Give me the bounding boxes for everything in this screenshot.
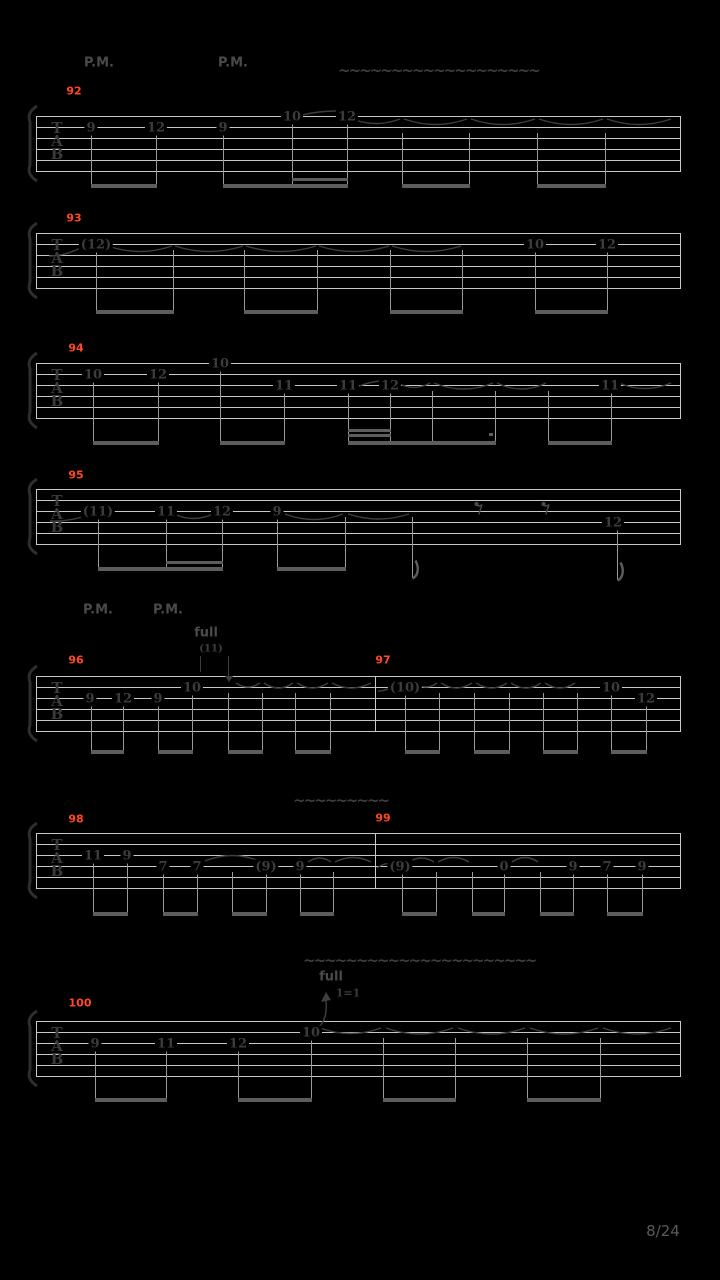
bend-full-label: full <box>319 969 343 985</box>
page-indicator: 8/24 <box>646 1222 680 1240</box>
tab-clef-letter: A <box>51 379 63 397</box>
stem <box>611 391 612 441</box>
fret-number: (11) <box>82 504 114 520</box>
stem <box>504 872 505 912</box>
measure-number: 98 <box>68 812 84 826</box>
stem <box>166 1049 167 1098</box>
bend-release-arrow <box>225 676 233 682</box>
beam <box>158 750 193 754</box>
staff-line <box>36 407 680 408</box>
tie-slur-arc <box>528 1025 600 1043</box>
tie-slur-arc <box>306 851 333 865</box>
stem <box>93 861 94 912</box>
stem <box>266 872 267 912</box>
barline <box>680 116 681 172</box>
stem <box>192 693 193 750</box>
staff-line <box>36 160 680 161</box>
measure-number: 95 <box>68 468 84 482</box>
stem <box>548 391 549 441</box>
fret-number: 12 <box>228 1036 248 1052</box>
beam <box>348 429 391 432</box>
stem <box>605 133 606 184</box>
stem <box>509 693 510 750</box>
tie-slur-arc <box>396 380 432 395</box>
beam <box>402 184 470 188</box>
stem <box>573 872 574 912</box>
tie-slur-arc <box>543 680 577 696</box>
fret-number: 12 <box>113 691 133 707</box>
tab-bracket <box>24 1009 40 1088</box>
beam <box>238 1098 312 1102</box>
stem <box>436 872 437 912</box>
tab-clef-letter: B <box>50 392 64 410</box>
stem <box>166 517 167 567</box>
stem <box>540 872 541 912</box>
staff-line <box>36 866 680 867</box>
tie-slur-arc <box>456 1025 527 1043</box>
staff-line <box>36 277 680 278</box>
beam <box>91 750 124 754</box>
tie-slur-arc <box>203 847 261 864</box>
beam <box>163 912 198 916</box>
tie-slur-arc <box>509 680 543 696</box>
palm-mute-label: P.M. <box>218 55 248 71</box>
beam <box>405 750 440 754</box>
fret-number: 10 <box>182 680 202 696</box>
tie-slur-arc <box>283 511 345 528</box>
beam <box>348 441 496 445</box>
fret-number: 9 <box>86 120 96 136</box>
fret-number: 7 <box>602 859 612 875</box>
stem <box>607 872 608 912</box>
beam <box>277 567 346 571</box>
staff-line <box>36 363 680 364</box>
beam <box>390 310 463 314</box>
staff-line <box>36 844 680 845</box>
beam <box>543 750 578 754</box>
measure-number: 100 <box>68 996 92 1010</box>
eighth-rest-icon <box>474 501 483 516</box>
staff-line <box>36 500 680 501</box>
fret-number: 7 <box>192 859 202 875</box>
tie-slur-arc <box>474 680 509 696</box>
tie-slur-arc <box>601 1025 673 1043</box>
stem <box>474 693 475 750</box>
beam <box>223 184 348 188</box>
fret-number: (9) <box>255 859 277 875</box>
beam <box>348 434 391 437</box>
stem <box>347 122 348 184</box>
staff-line <box>36 396 680 397</box>
tie-slur-arc <box>384 1025 455 1043</box>
tab-clef-letter: T <box>51 836 63 854</box>
tab-clef-letter: A <box>51 1037 63 1055</box>
staff-line <box>36 489 680 490</box>
stem <box>405 693 406 750</box>
stem <box>611 693 612 750</box>
tie-slur-arc <box>346 511 411 527</box>
fret-number: 10 <box>601 680 621 696</box>
eighth-rest-icon <box>541 501 550 516</box>
stem <box>432 391 433 441</box>
staff-line <box>36 544 680 545</box>
fret-number: (10) <box>389 680 421 696</box>
stem <box>439 693 440 750</box>
palm-mute-label: P.M. <box>83 602 113 618</box>
stem <box>222 517 223 567</box>
staff-line <box>36 1065 680 1066</box>
note-flag <box>412 560 422 579</box>
tie-slur-arc <box>390 243 463 260</box>
barline <box>680 489 681 545</box>
fret-number: 9 <box>218 120 228 136</box>
beam <box>93 912 128 916</box>
fret-number: 11 <box>156 504 176 520</box>
stem <box>220 369 221 441</box>
beam <box>540 912 574 916</box>
tab-clef-letter: B <box>50 862 64 880</box>
tab-clef-letter: A <box>51 692 63 710</box>
tie-slur-arc <box>617 380 673 397</box>
tie-slur-arc <box>173 243 245 260</box>
staff-line <box>36 1076 680 1077</box>
staff-line <box>36 1054 680 1055</box>
tie-slur-arc <box>402 116 469 133</box>
fret-number: 10 <box>83 367 103 383</box>
fret-number: 12 <box>146 120 166 136</box>
stem <box>123 704 124 750</box>
tab-clef-letter: T <box>51 119 63 137</box>
fret-number: 0 <box>499 859 509 875</box>
stem <box>330 693 331 750</box>
palm-mute-label: P.M. <box>153 602 183 618</box>
barline <box>680 233 681 289</box>
beam <box>611 750 647 754</box>
stem <box>158 704 159 750</box>
fret-number: 10 <box>282 109 302 125</box>
stem <box>383 1038 384 1098</box>
tab-bracket <box>24 821 40 900</box>
staff-line <box>36 731 680 732</box>
stem <box>163 872 164 912</box>
stem <box>402 872 403 912</box>
tie-slur-arc <box>300 108 338 118</box>
tie-slur-arc <box>469 116 537 133</box>
stem <box>527 1038 528 1098</box>
augmentation-dot <box>489 433 493 436</box>
staff-line <box>36 676 680 677</box>
vibrato-squiggle: ~~~~~~~~~~~~~~~~~~~ <box>338 61 539 80</box>
staff-line <box>36 149 680 150</box>
stem <box>535 250 536 310</box>
fret-number: 9 <box>568 859 578 875</box>
note-flag <box>617 562 627 581</box>
staff-line <box>36 720 680 721</box>
tab-clef-letter: A <box>51 249 63 267</box>
fret-number: 12 <box>603 515 623 531</box>
stem <box>262 693 263 750</box>
tie-slur-arc <box>330 680 373 696</box>
bend-target-label: (11) <box>199 643 223 655</box>
fret-number: 9 <box>90 1036 100 1052</box>
bend-target-label: 1=1 <box>335 986 361 1000</box>
staff-line <box>36 374 680 375</box>
tie-slur-arc <box>333 850 373 865</box>
staff-line <box>36 877 680 878</box>
fret-number: 12 <box>337 109 357 125</box>
barline <box>680 833 681 889</box>
measure-number: 94 <box>68 341 84 355</box>
tie-slur-arc <box>605 116 673 133</box>
fret-number: 7 <box>158 859 168 875</box>
bend-release-line <box>228 656 229 676</box>
tab-clef-letter: B <box>50 705 64 723</box>
fret-number: 11 <box>274 378 294 394</box>
fret-number: 10 <box>301 1025 321 1041</box>
fret-number: 12 <box>148 367 168 383</box>
measure-number: 93 <box>66 211 82 225</box>
staff-line <box>36 833 680 834</box>
tab-clef-letter: T <box>51 492 63 510</box>
stem <box>277 517 278 567</box>
stem <box>537 133 538 184</box>
stem <box>238 1049 239 1098</box>
beam <box>300 912 334 916</box>
palm-mute-label: P.M. <box>84 55 114 71</box>
beam <box>166 561 223 564</box>
fret-number: 11 <box>156 1036 176 1052</box>
tie-slur-arc <box>439 680 474 696</box>
stem <box>197 872 198 912</box>
measure-number: 99 <box>375 811 391 825</box>
fret-number: (12) <box>80 237 112 253</box>
tab-clef-letter: T <box>51 1024 63 1042</box>
beam <box>93 441 159 445</box>
fret-number: 10 <box>525 237 545 253</box>
fret-number: 12 <box>380 378 400 394</box>
vibrato-squiggle: ~~~~~~~~~~~~~~~~~~~~~~ <box>303 951 536 970</box>
beam <box>244 310 318 314</box>
tie-slur-arc <box>262 680 295 696</box>
measure-number: 96 <box>68 653 84 667</box>
tab-bracket <box>24 664 40 743</box>
tab-clef-letter: B <box>50 518 64 536</box>
tie-slur-arc <box>172 511 215 526</box>
stem <box>469 133 470 184</box>
fret-number: 11 <box>600 378 620 394</box>
fret-number: 9 <box>85 691 95 707</box>
beam <box>607 912 643 916</box>
staff-line <box>36 138 680 139</box>
tie-slur-arc <box>106 243 174 260</box>
beam <box>474 750 510 754</box>
tie-slur-arc <box>234 680 262 694</box>
staff-line <box>36 233 680 234</box>
stem <box>295 693 296 750</box>
stem <box>91 704 92 750</box>
tie-slur-arc <box>495 380 548 398</box>
measure-number: 92 <box>66 84 82 98</box>
tie-slur-arc <box>317 243 391 260</box>
stem <box>543 693 544 750</box>
tab-bracket <box>24 477 40 556</box>
tab-clef-letter: A <box>51 849 63 867</box>
tab-clef-letter: B <box>50 262 64 280</box>
stem <box>95 1049 96 1098</box>
stem <box>646 704 647 750</box>
staff-line <box>36 418 680 419</box>
fret-number: 11 <box>83 848 103 864</box>
staff-line <box>36 266 680 267</box>
fret-number: 11 <box>338 378 358 394</box>
stem <box>91 133 92 184</box>
beam <box>537 184 606 188</box>
stem <box>495 391 496 441</box>
beam <box>472 912 505 916</box>
stem <box>311 1038 312 1098</box>
stem <box>402 133 403 184</box>
fret-number: 12 <box>636 691 656 707</box>
beam <box>383 1098 456 1102</box>
beam <box>220 441 285 445</box>
beam <box>228 750 263 754</box>
tab-bracket <box>24 351 40 430</box>
tab-clef-letter: B <box>50 1050 64 1068</box>
stem <box>228 693 229 750</box>
tie-slur-arc <box>432 380 495 398</box>
tab-bracket <box>24 221 40 300</box>
tie-slur-arc <box>537 116 605 133</box>
stem <box>232 872 233 912</box>
tab-clef-letter: A <box>51 132 63 150</box>
fret-number: 9 <box>272 504 282 520</box>
fret-number: (9) <box>389 859 411 875</box>
stem <box>300 872 301 912</box>
stem <box>158 380 159 441</box>
tie-slur-arc <box>355 378 382 390</box>
beam <box>91 184 157 188</box>
stem <box>577 693 578 750</box>
beam <box>95 1098 167 1102</box>
fret-number: 9 <box>295 859 305 875</box>
tab-bracket <box>24 104 40 183</box>
stem <box>455 1038 456 1098</box>
staff-line <box>36 288 680 289</box>
beam <box>527 1098 601 1102</box>
fret-number: 9 <box>122 848 132 864</box>
staff-line <box>36 533 680 534</box>
barline <box>680 1021 681 1077</box>
staff-line <box>36 709 680 710</box>
barline <box>680 363 681 419</box>
bend-hold-line <box>200 656 201 672</box>
stem <box>292 122 293 184</box>
measure-number: 97 <box>375 653 391 667</box>
stem <box>96 250 97 310</box>
tie-slur-arc <box>436 850 471 865</box>
stem <box>333 872 334 912</box>
tie-slur-arc <box>244 243 318 260</box>
beam <box>402 912 437 916</box>
fret-number: 9 <box>637 859 647 875</box>
fret-number: 9 <box>153 691 163 707</box>
tab-clef-letter: A <box>51 505 63 523</box>
staff-line <box>36 171 680 172</box>
beam <box>98 567 223 571</box>
beam <box>535 310 608 314</box>
bend-full-label: full <box>194 625 218 641</box>
stem <box>93 380 94 441</box>
stem <box>284 391 285 441</box>
beam <box>96 310 174 314</box>
beam <box>295 750 331 754</box>
stem <box>156 133 157 184</box>
stem <box>223 133 224 184</box>
stem <box>600 1038 601 1098</box>
fret-number: 12 <box>597 237 617 253</box>
stem <box>98 517 99 567</box>
tab-clef-letter: T <box>51 236 63 254</box>
tie-slur-arc <box>295 680 330 696</box>
tab-clef-letter: B <box>50 145 64 163</box>
fret-number: 12 <box>212 504 232 520</box>
fret-number: 10 <box>210 356 230 372</box>
stem <box>642 872 643 912</box>
beam <box>292 178 348 181</box>
stem <box>127 861 128 912</box>
staff-line <box>36 888 680 889</box>
beam <box>232 912 267 916</box>
tie-slur-arc <box>510 850 540 865</box>
vibrato-squiggle: ~~~~~~~~~ <box>293 791 389 810</box>
staff-line <box>36 1021 680 1022</box>
stem <box>472 872 473 912</box>
stem <box>607 250 608 310</box>
staff-line <box>36 1043 680 1044</box>
tab-clef-letter: T <box>51 366 63 384</box>
beam <box>548 441 612 445</box>
barline <box>680 676 681 732</box>
tab-clef-letter: T <box>51 679 63 697</box>
